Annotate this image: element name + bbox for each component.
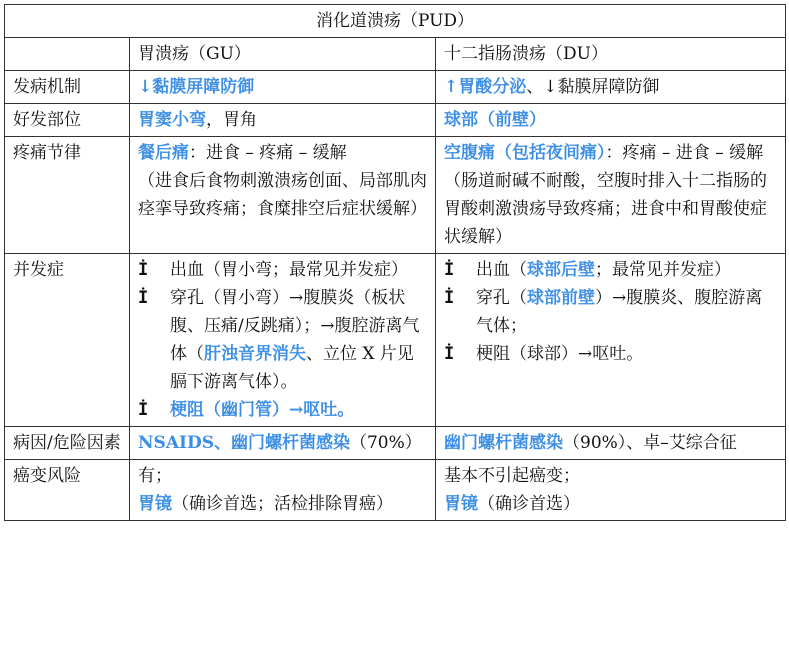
highlight-text: NSAIDS、: [138, 433, 231, 453]
cell-text: 穿孔（: [476, 288, 527, 308]
cell-gu-mechanism: [130, 71, 436, 104]
highlight-text: 幽门螺杆菌感染: [444, 433, 563, 453]
cell-gu-complications: [130, 254, 436, 427]
cell-gu-site: [130, 104, 436, 137]
cancer-exam: [444, 494, 580, 514]
row-label-cancer: 癌变风险: [5, 460, 130, 521]
cell-gu-cancer: [130, 460, 436, 521]
highlight-text: 梗阻（幽门管）→呕吐。: [170, 400, 355, 420]
cell-du-mechanism: [436, 71, 786, 104]
cell-du-site: [436, 104, 786, 137]
bullet-icon: İ: [138, 288, 149, 308]
row-mechanism: [5, 71, 786, 104]
cell-gu-risk: [130, 427, 436, 460]
cell-text: 、立位 X 片见膈下游离气体）。: [170, 344, 414, 392]
highlight-text: 肝浊音界消失: [204, 344, 306, 364]
bullet-icon: İ: [444, 344, 455, 364]
highlight-text: 餐后痛: [138, 143, 189, 163]
header-du: 十二指肠溃疡（DU）: [436, 38, 786, 71]
highlight-text: ↑胃酸分泌: [444, 77, 527, 97]
cell-text: 有；: [138, 466, 172, 486]
row-cancer: [5, 460, 786, 521]
pain-note: （肠道耐碱不耐酸，空腹时排入十二指肠的胃酸刺激溃疡导致疼痛；进食中和胃酸使症状缓解）: [444, 171, 767, 247]
table-title: 消化道溃疡（PUD）: [5, 5, 786, 38]
cell-du-pain: [436, 137, 786, 254]
cell-du-cancer: [436, 460, 786, 521]
complication-text: [476, 284, 777, 340]
pain-note: （进食后食物刺激溃疡创面、局部肌肉痉挛导致疼痛；食糜排空后症状缓解）: [138, 171, 427, 219]
list-item: [444, 284, 777, 340]
pud-comparison-table: [4, 4, 786, 521]
highlight-text: 胃镜: [444, 494, 478, 514]
pain-pattern: [138, 143, 347, 163]
highlight-text: 球部（前壁）: [444, 110, 546, 130]
cell-text: （70%）: [349, 433, 422, 453]
cell-text: ，胃角: [206, 110, 257, 130]
row-label-risk: 病因/危险因素: [5, 427, 130, 460]
cell-text: （90%）、卓–艾综合征: [563, 433, 737, 453]
row-label-mechanism: 发病机制: [5, 71, 130, 104]
row-pain: [5, 137, 786, 254]
cancer-exam: [138, 494, 393, 514]
cell-du-risk: [436, 427, 786, 460]
list-item: [444, 256, 777, 284]
highlight-text: 胃镜: [138, 494, 172, 514]
header-empty-cell: [5, 38, 130, 71]
bullet-icon: İ: [138, 400, 149, 420]
row-label-site: 好发部位: [5, 104, 130, 137]
row-label-complications: 并发症: [5, 254, 130, 427]
highlight-text: ↓黏膜屏障防御: [138, 77, 255, 97]
row-site: [5, 104, 786, 137]
pain-pattern: [444, 143, 763, 163]
complication-list: [138, 256, 427, 424]
cell-text: 基本不引起癌变；: [444, 466, 580, 486]
list-item: [138, 396, 427, 424]
bullet-icon: İ: [444, 288, 455, 308]
header-gu: 胃溃疡（GU）: [130, 38, 436, 71]
row-complications: [5, 254, 786, 427]
cell-text: 出血（: [476, 260, 527, 280]
highlight-text: 球部后壁: [527, 260, 595, 280]
cell-text: ；最常见并发症）: [595, 260, 731, 280]
complication-text: [476, 256, 777, 284]
row-risk: [5, 427, 786, 460]
list-item: [444, 340, 777, 368]
cell-text: 、↓黏膜屏障防御: [526, 77, 660, 97]
cell-text: （确诊首选）: [478, 494, 580, 514]
cell-text: ：进食 – 疼痛 – 缓解: [189, 143, 347, 163]
cell-gu-pain: [130, 137, 436, 254]
row-label-pain: 疼痛节律: [5, 137, 130, 254]
bullet-icon: İ: [138, 260, 149, 280]
cell-text: 梗阻（球部）→呕吐。: [476, 344, 644, 364]
cell-text: （确诊首选；活检排除胃癌）: [172, 494, 393, 514]
highlight-text: 幽门螺杆菌感染: [230, 433, 350, 453]
highlight-text: 空腹痛（包括夜间痛）: [444, 143, 606, 163]
cell-text: ：疼痛 – 进食 – 缓解: [605, 143, 764, 163]
list-item: [138, 256, 427, 284]
highlight-text: 球部前壁: [527, 288, 595, 308]
bullet-icon: İ: [444, 260, 455, 280]
complication-text: [170, 284, 427, 396]
title-row: [5, 5, 786, 38]
cell-du-complications: [436, 254, 786, 427]
cell-text: ）→腹膜炎、腹腔游离气体；: [476, 288, 763, 336]
highlight-text: 胃窦小弯: [138, 110, 206, 130]
list-item: [138, 284, 427, 396]
header-row: [5, 38, 786, 71]
cell-text: 出血（胃小弯；最常见并发症）: [170, 260, 408, 280]
complication-list: [444, 256, 777, 368]
cell-text: 穿孔（胃小弯）→腹膜炎（板状腹、压痛/反跳痛）；→腹腔游离气体（: [170, 288, 420, 364]
